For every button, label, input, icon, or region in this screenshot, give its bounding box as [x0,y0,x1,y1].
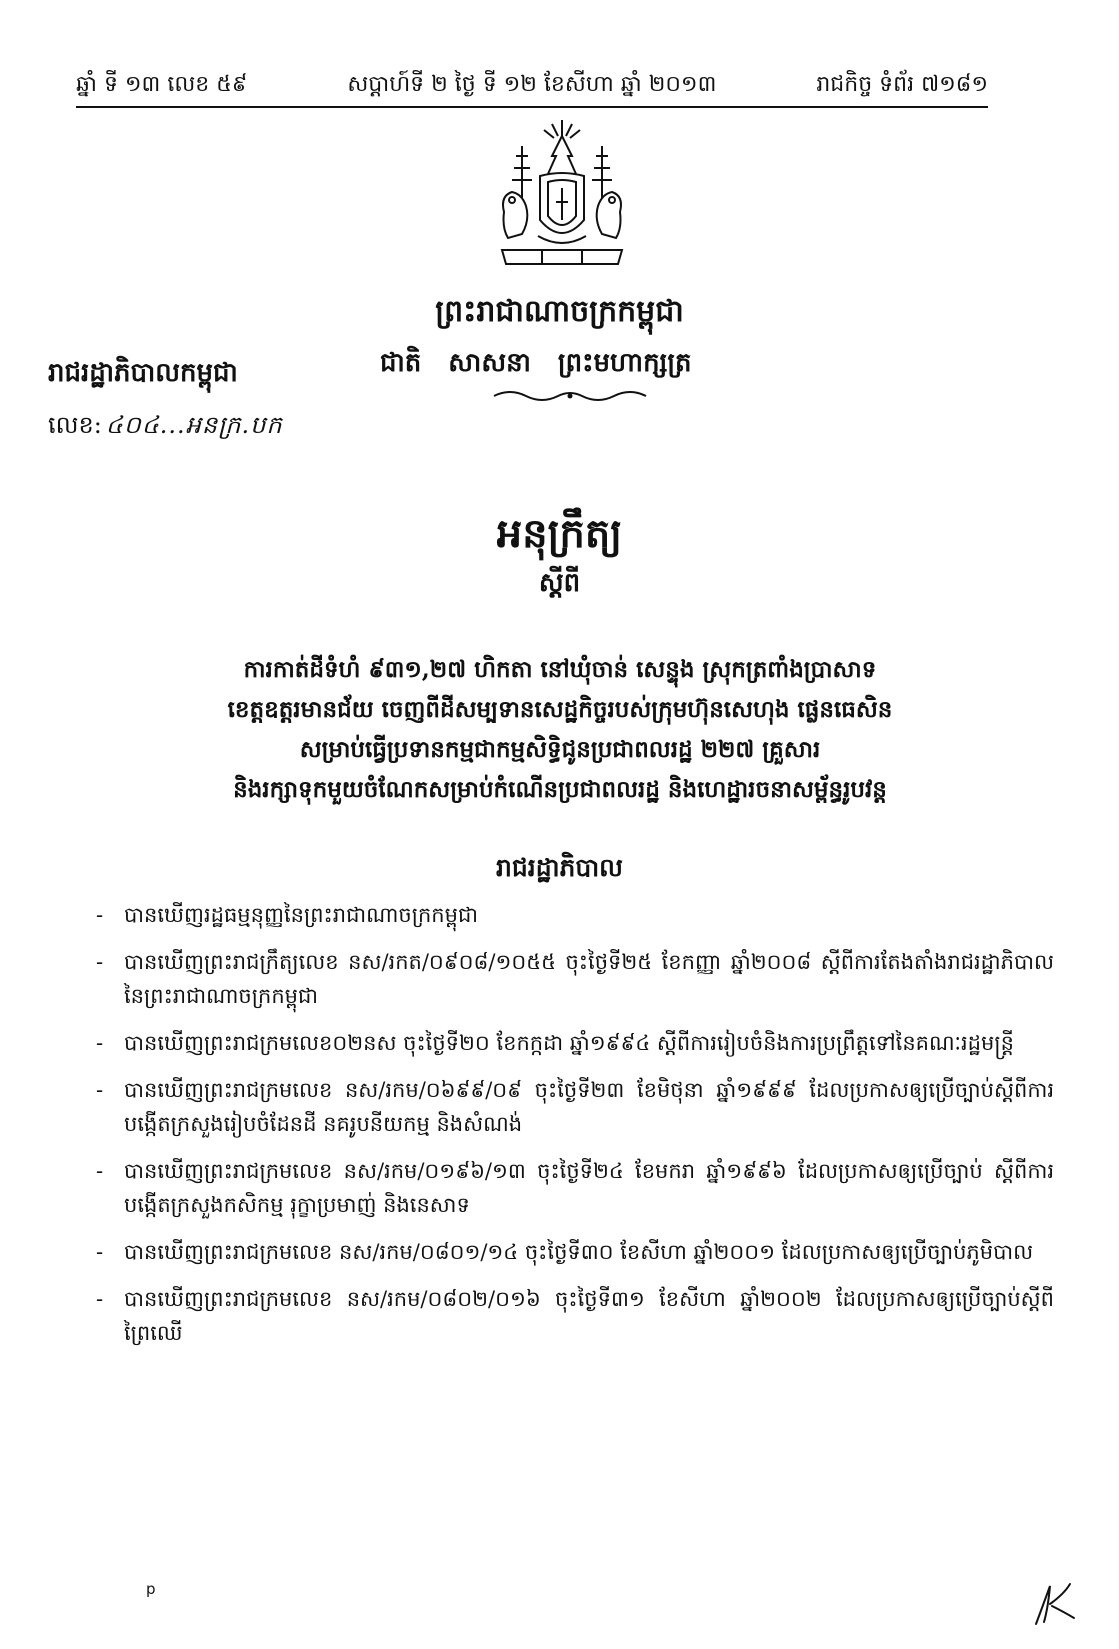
document-title: អនុក្រឹត្យ [496,510,623,557]
document-subject [160,650,960,810]
bullet-dash: - [96,1159,104,1183]
bullet-dash: - [96,1031,104,1055]
bullet-dash: - [96,903,104,927]
bullet-dash: - [96,1240,104,1264]
subject-line: ខេត្តឧត្តរមានជ័យ ចេញពីដីសម្បទានសេដ្ឋកិច្ចរបស់ក្រុមហ៊ុនសេហុង ផ្លេនធេសិន [227,696,893,723]
reference-prefix: លេខ: [48,411,102,439]
national-motto: ជាតិ សាសនា ព្រះមហាក្សត្រ [380,348,692,378]
list-item [96,1026,1054,1060]
section-heading: រាជរដ្ឋាភិបាល [496,853,623,882]
gazette-header [76,62,988,102]
list-item-text: បានឃើញព្រះរាជក្រមលេខ នស/រកម/០៦៩៩/០៩ ចុះថ្ងៃទី២៣ ខែមិថុនា ឆ្នាំ១៩៩៩ ដែលប្រកាសឲ្យប្រើច្បាប់ស្តីពីការបង្កើតក្រសួងរៀបចំដែនដី នគរូបនីយកម្ម និងសំណង់ [124,1078,1054,1136]
subject-line: និងរក្សាទុកមួយចំណែកសម្រាប់កំណើនប្រជាពលរដ្ឋ និងហេដ្ឋារចនាសម្ព័ន្ធរូបវន្ត [233,776,887,803]
list-item [96,1073,1054,1141]
bullet-dash: - [96,950,104,974]
preamble-list [96,898,1054,1363]
list-item-text: បានឃើញព្រះរាជក្រមលេខ នស/រកម/០៨០២/០១៦ ចុះថ្ងៃទី៣១ ខែសីហា ឆ្នាំ២០០២ ដែលប្រកាសឲ្យប្រើច្បាប់ស្តីពីព្រៃឈើ [124,1287,1054,1345]
document-subtitle: ស្តីពី [538,568,581,598]
list-item [96,1154,1054,1222]
reference-number [48,410,283,445]
list-item-text: បានឃើញព្រះរាជក្រមលេខ នស/រកម/០៨០១/១៤ ចុះថ្ងៃទី៣០ ខែសីហា ឆ្នាំ២០០១ ដែលប្រកាសឲ្យប្រើច្បាប់ភូមិបាល [124,1240,1034,1264]
list-item [96,1235,1054,1269]
list-item-text: បានឃើញព្រះរាជក្រមលេខ នស/រកម/០១៩៦/១៣ ចុះថ្ងៃទី២៤ ខែមករា ឆ្នាំ១៩៩៦ ដែលប្រកាសឲ្យប្រើច្បាប់ ស្តីពីការបង្កើតក្រសួងកសិកម្ម រុក្ខាប្រមាញ់ និងនេសាទ [124,1159,1054,1217]
bullet-dash: - [96,1078,104,1102]
subject-line: សម្រាប់ធ្វើប្រទានកម្មជាកម្មសិទ្ធិជូនប្រជាពលរដ្ឋ ២២៧ គ្រួសារ [299,736,821,763]
subject-line: ការកាត់ដីទំហំ ៩៣១,២៧ ហិកតា នៅឃុំចាន់ សេន្ទុង ស្រុកត្រពាំងប្រាសាទ [243,656,877,683]
footer-mark: p [146,1580,156,1598]
list-item [96,945,1054,1013]
list-item-text: បានឃើញរដ្ឋធម្មនុញ្ញនៃព្រះរាជាណាចក្រកម្ពុជា [124,903,478,927]
reference-handwritten: ៤០៤...អនក្រ.បក [105,411,283,439]
header-page-ref: រាជកិច្ច ទំព័រ ៧១៨១ [816,72,988,97]
list-item-text: បានឃើញព្រះរាជក្រមលេខ០២នស ចុះថ្ងៃទី២០ ខែកក្កដា ឆ្នាំ១៩៩៤ ស្តីពីការរៀបចំនិងការប្រព្រឹត្តទៅនៃគណៈរដ្ឋមន្ត្រី [124,1031,1014,1055]
bullet-dash: - [96,1287,104,1311]
header-issue: ឆ្នាំ ទី ១៣ លេខ ៥៩ [76,72,248,97]
royal-arms-of-cambodia-icon [482,116,642,276]
ornament-divider [490,386,650,404]
list-item-text: បានឃើញព្រះរាជក្រឹត្យលេខ នស/រកត/០៩០៨/១០៥៥ ចុះថ្ងៃទី២៥ ខែកញ្ញា ឆ្នាំ២០០៨ ស្តីពីការតែងតាំងរាជរដ្ឋាភិបាលនៃព្រះរាជាណាចក្រកម្ពុជា [124,950,1054,1008]
list-item [96,898,1054,932]
issuing-government: រាជរដ្ឋាភិបាលកម្ពុជា [48,358,238,388]
kingdom-name: ព្រះរាជាណាចក្រកម្ពុជា [435,294,684,329]
header-date: សប្តាហ៍ទី ២ ថ្ងៃ ទី ១២ ខែសីហា ឆ្នាំ ២០១៣ [347,72,717,97]
header-rule [76,106,988,108]
list-item [96,1282,1054,1350]
initial-signature-icon [1030,1578,1080,1628]
